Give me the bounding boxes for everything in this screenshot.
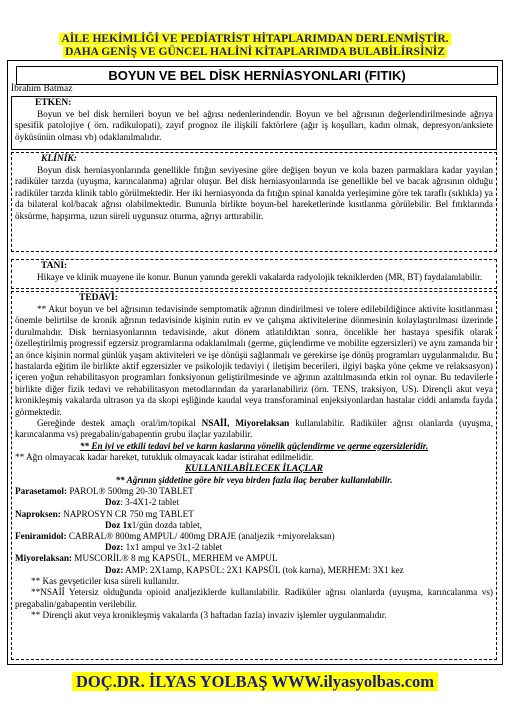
drugs-heading: KULLANILABİLECEK İLAÇLAR [184,463,324,474]
section-klinik [11,152,497,252]
drug-dose-label: Doz: [105,542,124,553]
footer-text: DOÇ.DR. İLYAS YOLBAŞ WWW.ilyasyolbas.com [72,672,438,691]
tani-text: Hikaye ve klinik muayene ile konur. Bunun yanında gerekli vakalarda radyolojik tekniklerden (MR, BT) faydalanılabilir. [37,272,483,282]
page-title: BOYUN VE BEL DİSK HERNİASYONLARI (FITIK) [16,66,498,85]
tedavi-note-opioid: **NSAİİ Yetersiz olduğunda opioid analjeziklerde kullanılabilir. Radiküler ağrısı olanlarda (uyuşma, karıncalanma vs) pregabalin/gabapentin verilebilir. [15,587,493,609]
tedavi-drug-highlight: NSAİİ, Miyorelaksan [201,418,290,429]
drug-desc: CABRAL® 800mg AMPUL/ 400mg DRAJE (analjezik +miyorelaksan) [66,530,335,541]
header-banner [0,33,510,59]
drug-dose-label: Doz [105,497,121,508]
drug-name: Parasetamol: [15,486,68,497]
tani-heading: TANI: [41,261,68,271]
drug-item [15,553,493,575]
etken-heading: ETKEN: [35,98,72,108]
tedavi-note-exercise: ** En iyi ve etkili tedavi bel ve karın kaslarına yönelik güçlendirme ve germe egzersizleridir. [79,440,429,451]
tedavi-heading: TEDAVİ: [79,293,118,303]
footer-credit [0,672,510,692]
drug-name: Miyorelaksan: [15,553,72,564]
drug-dose: 1x1 ampul ve 3x1-2 tablet [123,542,223,553]
drug-list [15,486,493,576]
drug-dose-label: Doz 1x [105,519,132,530]
drug-dose: : 3-4X1-2 tablet [120,497,179,508]
klinik-heading: KLİNİK: [41,154,77,164]
banner-line-1: AİLE HEKİMLİĞİ VE PEDİATRİST HİTAPLARIMDAN DERLENMİŞTİR. [61,33,449,45]
klinik-text: Boyun disk herniasyonlarında genellikle fıtığın seviyesine göre değişen boyun ve kola bazen parmaklara kadar yayılan radiküler tarzda (uyuşma, karıncalanma) ağrılar oluşur. Bel disk herniasyonlarında ise genellikle bel ve bacak ağrısının olduğu radiküler tarzda klinik tablo görülmektedir. Her iki herniasyonda da fıtığın spinal kanalda yerleşimine göre tek taraflı (sıklıkla) ya da bilateral kol/bacak ağrısı olabilmektedir. Bununla birlikte boyun-bel hareketlerinde kısıtlanma görülebilir. Bel fıtıklarında öksürme, hapşırma, uzun süreli uygunsuz oturma, ağrıyı arttırabilir. [15,165,493,221]
section-tedavi [11,291,497,660]
tedavi-text-main: ** Akut boyun ve bel ağrısının tedavisinde semptomatik ağrının dindirilmesi ve tolere edilebildiğince aktivite kısıtlanması önemle belirtilse de kronik ağrının tedavisinde kişinin rutin ev ve çalışma aktivitelerine dönmesinin kolaylaştırılması üzerinde durulmalıdır. Disk herniasyonlarının tedavisinde, akut dönem atlatıldıktan sonra, öncelikle her hastaya spesifik olarak özelleştirilmiş progressif egzersiz programlarına odaklanılmalı (germe, güçlendirme ve mobilite egzersizleri) ve aynı zamanda bir an önce kişinin normal günlük yaşam aktiviteleri ve işe dönüşü sağlanmalı ve gerekirse işe dönüş programları uygulanmalıdır. Bu hastalarda eğitim ile birlikte aktif egzersizler ve psikolojik tedaviyi ( iletişim becerileri, ilgiyi başka yöne çekme ve relaksasyon) içeren yoğun rehabilitasyon programları fonksiyonun geliştirilmesinde ve ağrının azaltılmasında etkin rol oynar. Bu tedavilerle birlikte diğer fizik tedavi ve rehabilitasyon metodlarından da yararlanabiliriz (örn. TENS, traksiyon, US). Dirençli akut veya kronikleşmiş vakalarda ultrason ya da skopi eşliğinde kaudal veya transforaminal enjeksiyonlardan hastalar ciddi anlamda fayda görmektedir. [15,304,493,417]
section-etken [11,96,497,150]
drug-item [15,509,493,531]
tedavi-note-muscle-relaxant: ** Kas gevşeticiler kısa süreli kullanılır. [31,575,179,586]
tedavi-note-invasive: ** Dirençli akut veya kronikleşmiş vakalarda (3 haftadan fazla) invaziv işlemler uygulanmalıdır. [31,609,387,620]
drug-item [15,531,493,553]
tedavi-text-drugs: Gereğinde destek amaçlı oral/im/topikal NSAİİ, Miyorelaksan kullanılabilir. Radiküler ağrısı olanlarda (uyuşma, karıncalanma vs) pregabalin/gabapentin grubu ilaçlar yazılabilir. [15,418,493,440]
drug-name: Naproksen: [15,508,61,519]
drug-name: Feniramidol: [15,530,67,541]
drug-desc: NAPROSYN CR 750 mg TABLET [60,508,194,519]
drug-desc: MUSCORİL® 8 mg KAPSÜL, MERHEM ve AMPUL [72,553,278,564]
section-tani [11,259,497,289]
author-name: İbrahim Batmaz [11,84,73,94]
drug-dose: AMP: 2X1amp, KAPSÜL: 2X1 KAPSÜL (tok karna), MERHEM: 3X1 kez [123,564,404,575]
drug-desc: PAROL® 500mg 20-30 TABLET [67,486,194,497]
etken-text: Boyun ve bel disk hernileri boyun ve bel ağrısı nedenlerindendir. Boyun ve bel ağrısının değerlendirilmesinde ağrıya spesifik patolojiye ( örn. radikulopati), zayıf prognoz ile ilişkili faktörlere (ağır iş koşulları, kadın olmak, depresyon/anksiete öyküsünün olması vb) odaklanılmalıdır. [15,109,493,142]
tedavi-note-rest: ** Ağrı olmayacak kadar hareket, tutukluk olmayacak kadar istirahat edilmelidir. [15,452,314,463]
drug-dose: 1/gün dozda tablet, [131,519,202,530]
banner-line-2: DAHA GENİŞ VE GÜNCEL HALİNİ KİTAPLARIMDA BULABİLİRSİNİZ [65,46,445,58]
drug-item [15,486,493,508]
drugs-note: ** Ağrının şiddetine göre bir veya birden fazla ilaç beraber kullanılabilir. [115,474,393,485]
drug-dose-label: Doz: [105,564,124,575]
